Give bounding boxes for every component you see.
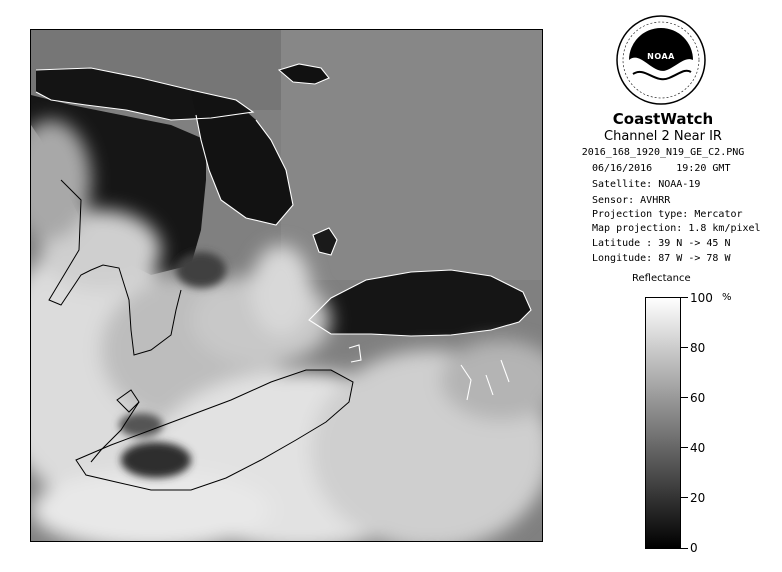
metadata-sensor: Sensor: AVHRR bbox=[592, 195, 671, 206]
color-scale-unit: % bbox=[722, 292, 732, 303]
metadata-longitude: Longitude: 87 W -> 78 W bbox=[592, 253, 731, 264]
color-scale-label-0: 0 bbox=[690, 541, 698, 555]
noaa-logo bbox=[615, 14, 707, 106]
metadata-projection-type: Projection type: Mercator bbox=[592, 209, 743, 220]
satellite-image bbox=[31, 30, 542, 541]
color-scale-tick bbox=[681, 447, 688, 448]
noaa-logo-text: NOAA bbox=[647, 52, 675, 61]
metadata-latitude: Latitude : 39 N -> 45 N bbox=[592, 238, 731, 249]
file-name: 2016_168_1920_N19_GE_C2.PNG bbox=[581, 147, 745, 158]
metadata-satellite: Satellite: NOAA-19 bbox=[592, 179, 701, 190]
color-scale-label-60: 60 bbox=[690, 391, 706, 405]
color-scale-title: Reflectance bbox=[632, 273, 691, 284]
color-scale-tick bbox=[681, 497, 688, 498]
metadata-map-projection: Map projection: 1.8 km/pixel bbox=[592, 223, 761, 234]
color-scale-label-20: 20 bbox=[690, 491, 706, 505]
date-time: 06/16/2016 19:20 GMT bbox=[592, 163, 731, 174]
color-scale-tick bbox=[681, 548, 688, 549]
brand-title: CoastWatch bbox=[612, 110, 714, 128]
satellite-image-panel bbox=[30, 29, 543, 542]
color-scale-tick bbox=[681, 297, 688, 298]
color-scale-label-40: 40 bbox=[690, 441, 706, 455]
color-scale-label-80: 80 bbox=[690, 341, 706, 355]
channel-name: Channel 2 Near IR bbox=[604, 129, 722, 144]
color-scale-tick bbox=[681, 347, 688, 348]
color-scale-tick bbox=[681, 397, 688, 398]
color-scale-label-100: 100 bbox=[690, 291, 713, 305]
color-scale-bar bbox=[645, 297, 681, 549]
